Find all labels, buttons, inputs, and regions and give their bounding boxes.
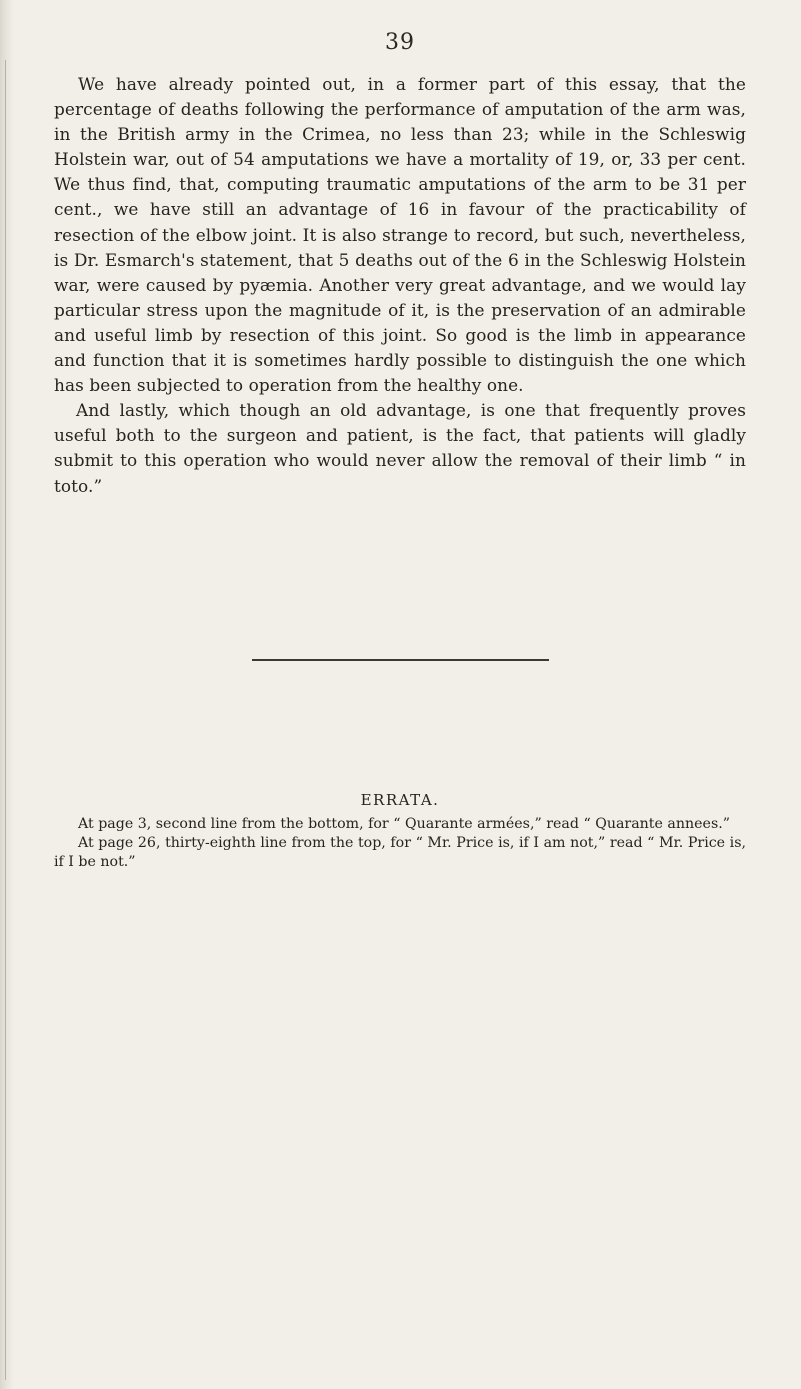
errata-entry: At page 3, second line from the bottom, for “ Quarante armées,” read “ Quarante annees.”: [78, 816, 730, 832]
binding-edge-line: [5, 60, 6, 1380]
page-edge-shadow: [0, 0, 14, 1389]
page-number: 39: [385, 30, 415, 55]
errata-list: [54, 815, 746, 872]
paragraph-amputation-statistics: We have already pointed out, in a former part of this essay, that the percentage of deaths following the performance of amputation of the arm was, in the British army in the Crimea, no less than 23; while in the Schleswig Holstein war, out of 54 amputations we have a mortality of 19, or, 33 per cent. We thus find, that, computing traumatic amputations of the arm to be 31 per cent., we have still an advantage of 16 in favour of the practicability of resection of the elbow joint. It is also strange to record, but such, nevertheless, is Dr. Esmarch's statement, that 5 deaths out of the 6 in the Schleswig Holstein war, were caused by pyæmia. Another very great advantage, and we would lay particular stress upon the magnitude of it, is the preservation of an admirable and useful limb by resection of this joint. So good is the limb in appearance and function that it is sometimes hardly possible to distinguish the one which has been subjected to operation from the healthy one.: [54, 74, 746, 396]
section-divider-rule: [252, 659, 549, 661]
errata-heading: ERRATA.: [360, 791, 440, 809]
body-text: [54, 72, 746, 499]
paragraph-lastly: And lastly, which though an old advantage, is one that frequently proves useful both to the surgeon and patient, is the fact, that patients will gladly submit to this operation who would never allow the removal of their limb “ in toto.”: [54, 400, 746, 496]
errata-entry: At page 26, thirty-eighth line from the top, for “ Mr. Price is, if I am not,” read “ Mr. Price is, if I be not.”: [54, 835, 746, 870]
